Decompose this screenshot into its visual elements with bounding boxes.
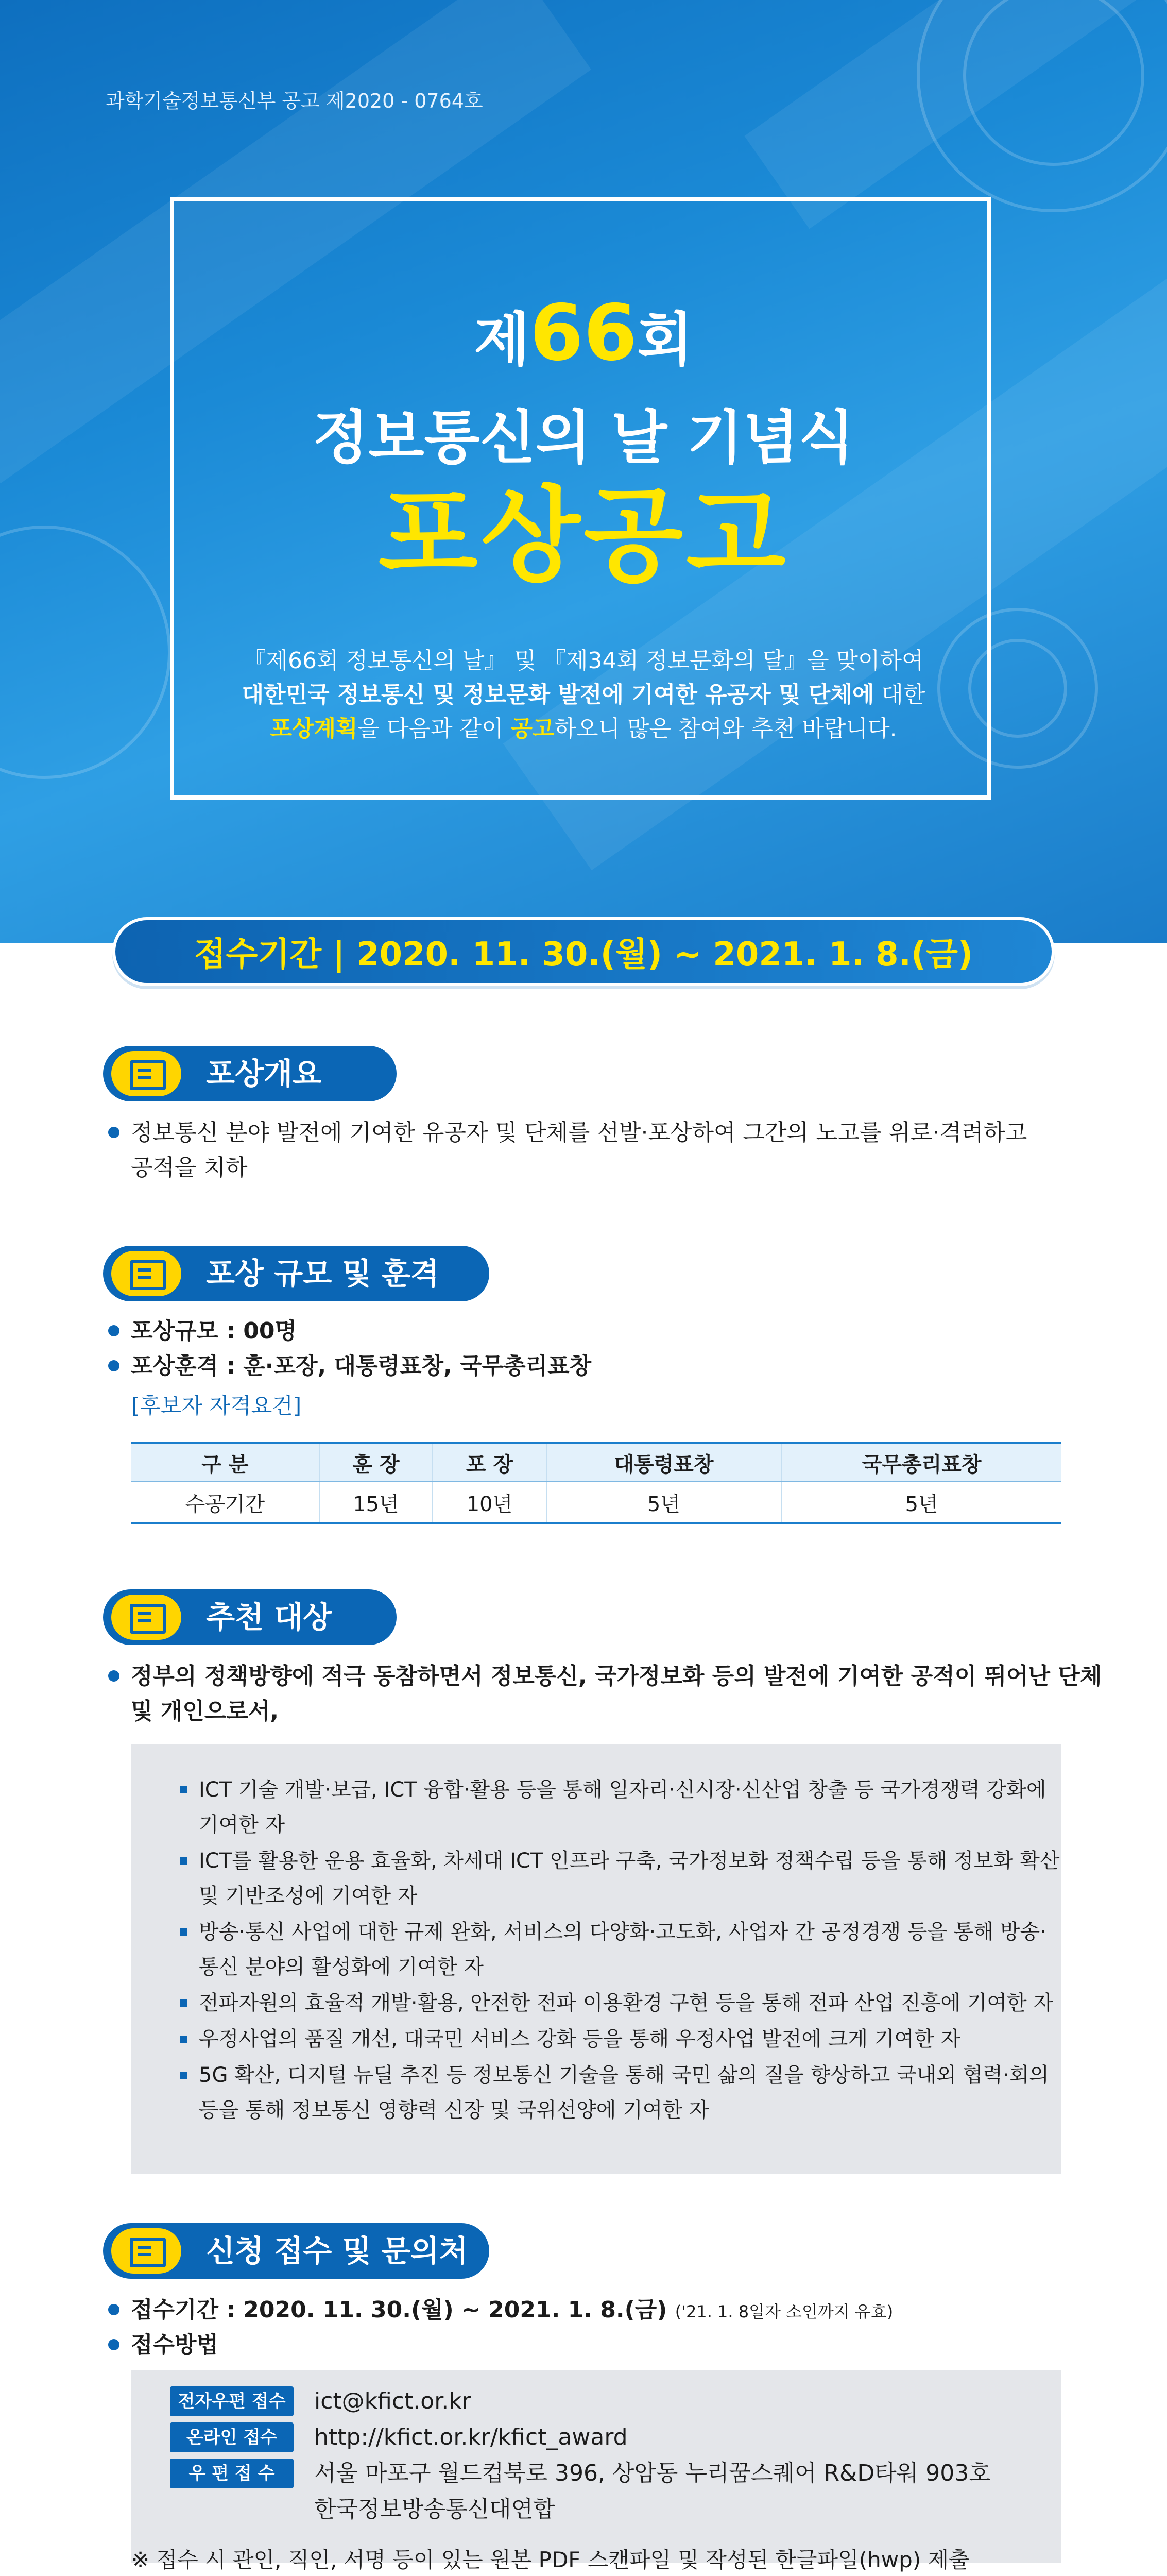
ceremony-title: 정보통신의 날 기념식 [313,404,854,471]
requirement-table: 구 분 훈 장 포 장 대통령표창 국무총리표창 수공기간 15년 10년 5년 5년 [131,1442,1061,1524]
grade-line: 포상훈격 : 훈·포장, 대통령표창, 국무총리표창 [108,1349,591,1384]
post-recipient: 한국정보방송통신대연합 [314,2496,555,2522]
overview-text: 정보통신 분야 발전에 기여한 유공자 및 단체를 선발·포상하여 그간의 노고를 위로·격려하고 공적을 치하 [108,1115,1027,1185]
method-note: ※ 접수 시 관인, 직인, 서명 등이 있는 원본 PDF 스캔파일 및 작성된 한글파일(hwp) 제출 [131,2547,970,2572]
section-targets-header: 추천 대상 [103,1589,397,1645]
list-item: 우정사업의 품질 개선, 대국민 서비스 강화 등을 통해 우정사업 발전에 크게 기여한 자 [180,2022,960,2057]
online-tag: 온라인 접수 [170,2422,294,2452]
requirement-label: [후보자 자격요건] [131,1393,302,1418]
scale-line: 포상규모 : 00명 [108,1314,297,1349]
edition-number: 66 [529,289,638,378]
list-item: 5G 확산, 디지털 뉴딜 추진 등 정보통신 기술을 통해 국민 삶의 질을 향상하고 국내외 협력·회의 등을 통해 정보통신 영향력 신장 및 국위선양에 기여한 자 [180,2058,1049,2128]
list-item: ICT를 활용한 운용 효율화, 차세대 ICT 인프라 구축, 국가정보화 정책수립 등을 통해 정보화 확산 및 기반조성에 기여한 자 [180,1843,1059,1913]
post-address: 서울 마포구 월드컵북로 396, 상암동 누리꿈스퀘어 R&D타워 903호 [314,2460,991,2486]
table-row: 수공기간 15년 10년 5년 5년 [131,1482,1061,1523]
ceremony-edition: 제66회 [474,289,693,378]
post-tag: 우 편 접 수 [170,2459,294,2488]
section-scale-header: 포상 규모 및 훈격 [103,1246,489,1301]
intro-text: 『제66회 정보통신의 날』 및 『제34회 정보문화의 달』을 맞이하여 대한민국 정보통신 및 정보문화 발전에 기여한 유공자 및 단체에 대한 포상계획을 다음과 같이 공고하오니 많은 참여와 추천 바랍니다. [242,648,925,742]
email-address[interactable]: ict@kfict.or.kr [314,2388,471,2414]
apply-period: 접수기간 : 2020. 11. 30.(월) ~ 2021. 1. 8.(금) ('21. 1. 8일자 소인까지 유효) [108,2293,893,2329]
document-icon [111,2228,181,2274]
section-apply-header: 신청 접수 및 문의처 [103,2223,489,2279]
document-icon [111,1595,181,1640]
list-item: 방송·통신 사업에 대한 규제 완화, 서비스의 다양화·고도화, 사업자 간 공정경쟁 등을 통해 방송· 통신 분야의 활성화에 기여한 자 [180,1914,1046,1985]
list-item: 전파자원의 효율적 개발·활용, 안전한 전파 이용환경 구현 등을 통해 전파 산업 진흥에 기여한 자 [180,1986,1053,2021]
email-tag: 전자우편 접수 [170,2386,294,2416]
section-overview-header: 포상개요 [103,1046,397,1101]
targets-lead: 정부의 정책방향에 적극 동참하면서 정보통신, 국가정보화 등의 발전에 기여한 공적이 뛰어난 단체 및 개인으로서, [108,1659,1102,1729]
document-icon [111,1051,181,1096]
notice-number: 과학기술정보통신부 공고 제2020 - 0764호 [106,90,483,112]
document-icon [111,1251,181,1296]
application-period-banner: 접수기간 | 2020. 11. 30.(월) ~ 2021. 1. 8.(금) [112,917,1055,986]
page-title: 포상공고 [378,476,789,596]
apply-method-label: 접수방법 [108,2328,218,2363]
list-item: ICT 기술 개발·보급, ICT 융합·활용 등을 통해 일자리·신시장·신산업 창출 등 국가경쟁력 강화에 기여한 자 [180,1772,1046,1842]
online-url[interactable]: http://kfict.or.kr/kfict_award [314,2424,628,2450]
